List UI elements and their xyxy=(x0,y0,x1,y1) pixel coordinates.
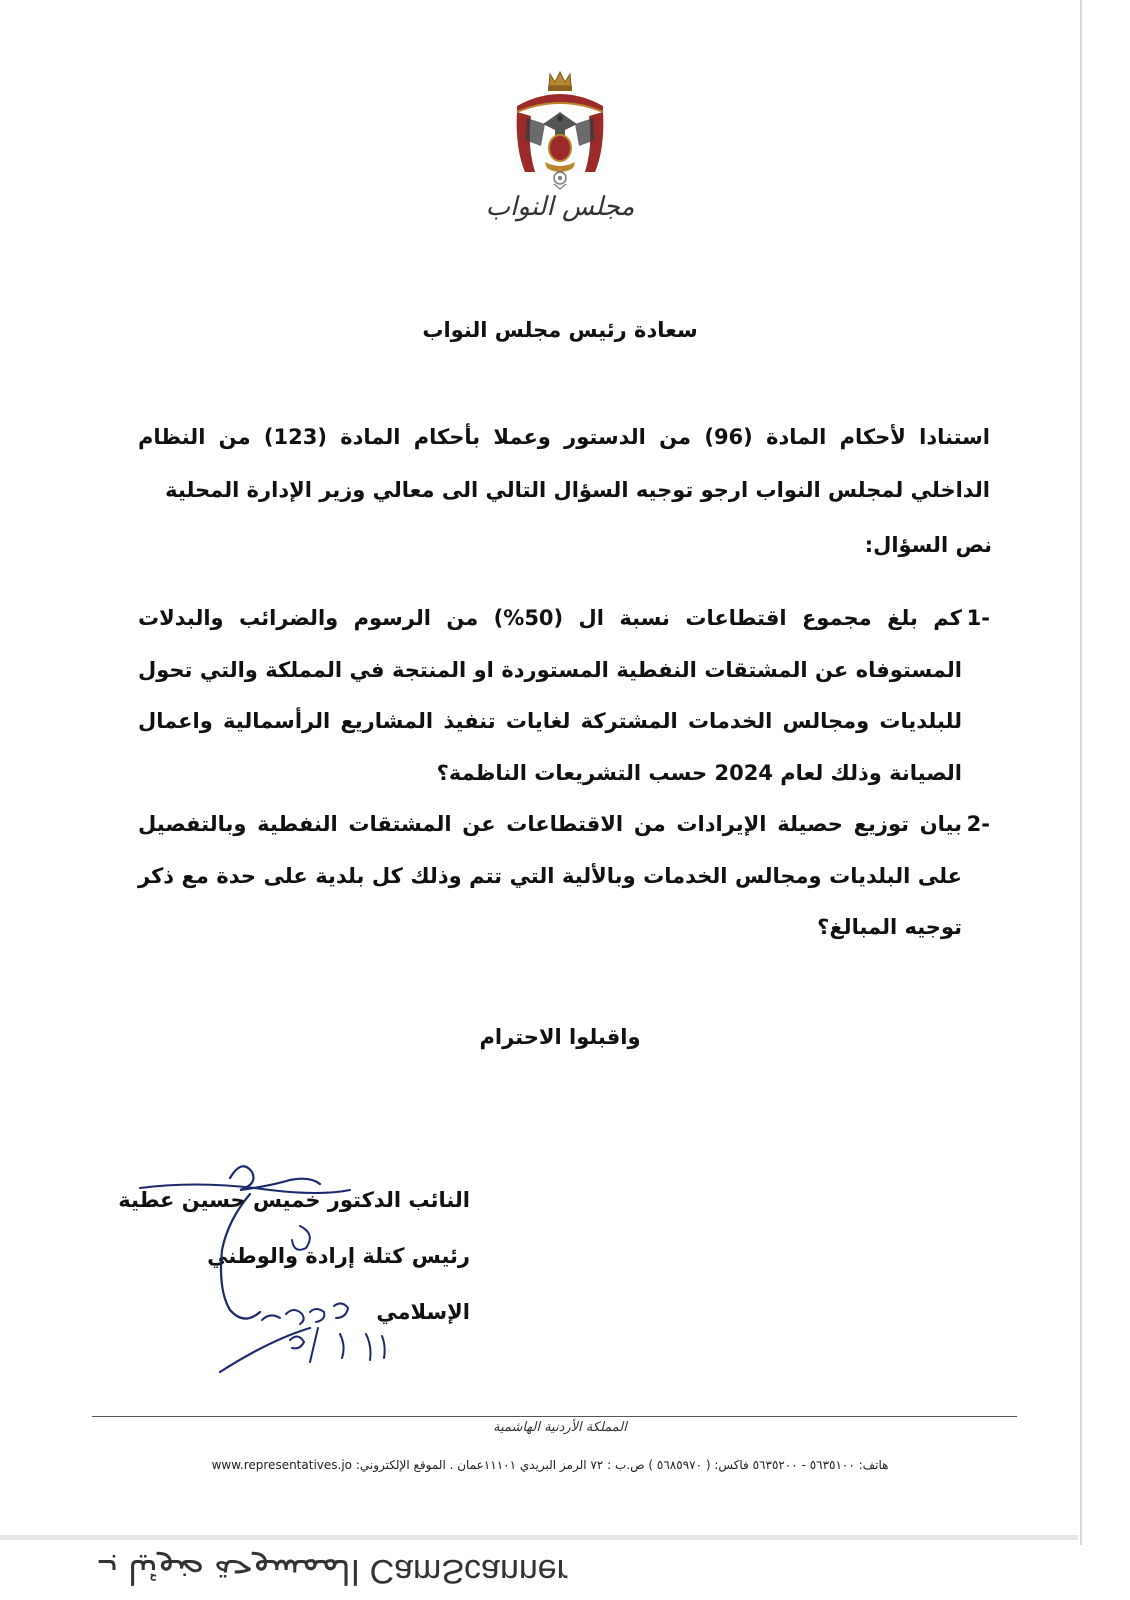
question-item xyxy=(138,593,990,799)
svg-text:CamScanner الممسوحة ضوئيا بـ: CamScanner الممسوحة ضوئيا بـ xyxy=(99,1552,568,1590)
signer-name: النائب الدكتور خميس حسين عطية xyxy=(118,1188,470,1212)
question-text: بيان توزيع حصيلة الإيرادات من الاقتطاعات عن المشتقات النفطية وبالتفصيل على البلديات ومجالس الخدمات وبالألية التي تتم وذلك كل بلدية على حدة مع ذكر توجيه المبالغ؟ xyxy=(138,812,962,939)
question-number: 1- xyxy=(966,606,990,630)
question-heading: نص السؤال: xyxy=(864,533,992,557)
footer-kingdom: المملكة الأردنية الهاشمية xyxy=(493,1420,627,1435)
page-edge xyxy=(1080,0,1082,1545)
closing-phrase: واقبلوا الاحترام xyxy=(479,1025,641,1049)
question-list xyxy=(138,593,990,954)
intro-paragraph: استنادا لأحكام المادة (96) من الدستور وعملا بأحكام المادة (123) من النظام الداخلي لمجلس النواب ارجو توجيه السؤال التالي الى معالي وزير الإدارة المحلية xyxy=(138,425,990,502)
footer-contact-info: هاتف: ٥٦٣٥١٠٠ - ٥٦٣٥٢٠٠ فاكس: ( ٥٦٨٥٩٧٠ ) ص.ب : ٧٢ الرمز البريدي ١١١٠١عمان . الموقع الإلكتروني: www.representatives.jo xyxy=(211,1458,889,1472)
council-name: مجلس النواب xyxy=(485,192,635,222)
coat-of-arms-icon xyxy=(505,68,615,190)
signer-title: رئيس كتلة إرادة والوطني الإسلامي xyxy=(207,1244,470,1324)
question-text: كم بلغ مجموع اقتطاعات نسبة ال (50%) من الرسوم والضرائب والبدلات المستوفاه عن المشتقات النفطية المستوردة او المنتجة في المملكة والتي تحول للبلديات ومجالس الخدمات المشتركة لغايات تنفيذ المشاريع الرأسمالية واعمال الصيانة وذلك لعام 2024 حسب التشريعات الناظمة؟ xyxy=(138,606,962,785)
question-item xyxy=(138,799,990,954)
footer-divider xyxy=(92,1416,1017,1417)
addressee: سعادة رئيس مجلس النواب xyxy=(422,318,698,342)
scanner-watermark xyxy=(99,1540,1080,1600)
question-number: 2- xyxy=(966,812,990,836)
handwritten-signature xyxy=(120,1150,440,1380)
